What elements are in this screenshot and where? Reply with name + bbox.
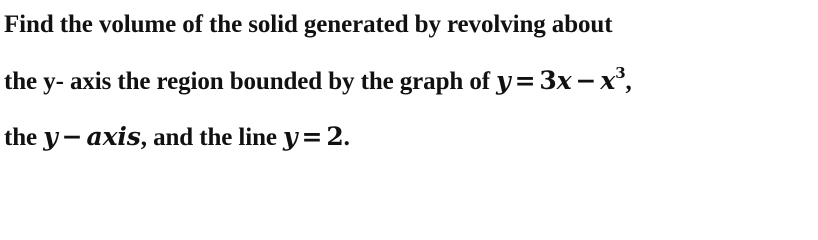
equation-equals: = bbox=[514, 66, 536, 95]
line-value: 2 bbox=[326, 122, 344, 151]
equation-coefficient: 3 bbox=[539, 66, 557, 95]
problem-line-3-end: . bbox=[343, 124, 350, 151]
equation-y: y bbox=[496, 66, 511, 95]
problem-line-3 bbox=[4, 122, 350, 153]
problem-line-2-text: the y- axis the region bounded by the graph of bbox=[4, 68, 497, 95]
axis-word: axis bbox=[86, 122, 141, 151]
equation-x-cubed-base: x bbox=[600, 66, 616, 95]
line-equals: = bbox=[301, 122, 323, 151]
line-y-variable: y bbox=[283, 122, 298, 151]
equation-minus: − bbox=[575, 66, 597, 95]
equation-exponent: 3 bbox=[615, 63, 626, 82]
problem-line-2-end: , bbox=[625, 68, 632, 95]
problem-line-2 bbox=[4, 63, 632, 97]
equation-x-term: x bbox=[556, 66, 572, 95]
axis-y-variable: y bbox=[43, 122, 58, 151]
problem-line-3-text-b: , and the line bbox=[140, 124, 284, 151]
problem-line-1: Find the volume of the solid generated by revolving about bbox=[4, 11, 613, 38]
axis-minus: − bbox=[61, 122, 83, 151]
problem-line-3-text-a: the bbox=[4, 124, 44, 151]
